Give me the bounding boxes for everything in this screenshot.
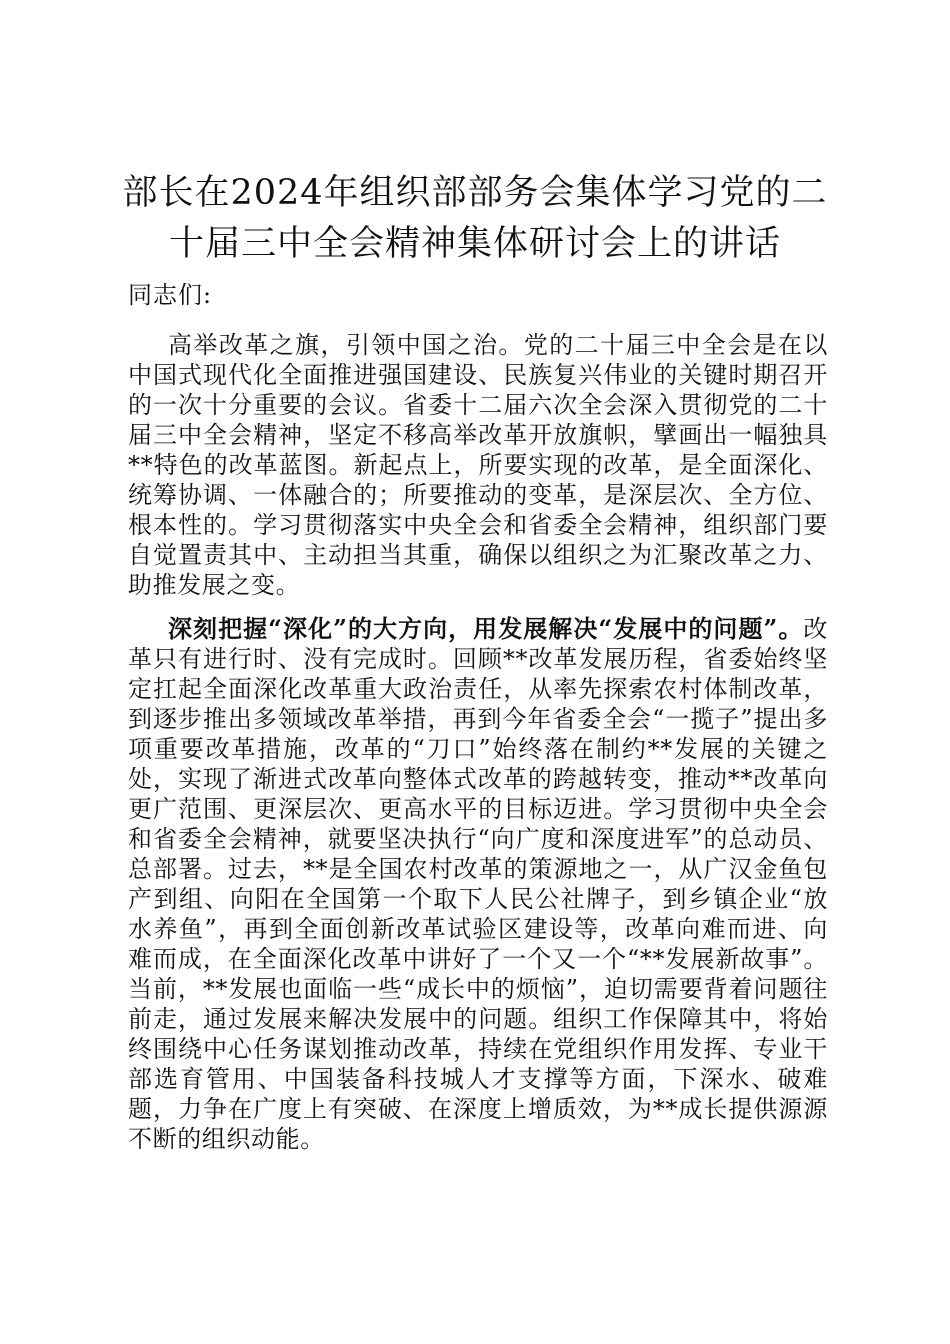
paragraph-lead: 深刻把握“深化”的大方向，用发展解决“发展中的问题”。 (168, 614, 804, 643)
document-title: 部长在2024年组织部部务会集体学习党的二十届三中全会精神集体研讨会上的讲话 (122, 173, 828, 264)
salutation: 同志们: (128, 281, 213, 309)
paragraph-section-1 (128, 614, 828, 1154)
paragraph-body: 高举改革之旗，引领中国之治。党的二十届三中全会是在以中国式现代化全面推进强国建设、民族复兴伟业的关键时期召开的一次十分重要的会议。省委十二届六次全会深入贯彻党的二十届三中全会精神，坚定不移高举改革开放旗帜，擘画出一幅独具**特色的改革蓝图。新起点上，所要实现的改革，是全面深化、统筹协调、一体融合的；所要推动的变革，是深层次、全方位、根本性的。学习贯彻落实中央全会和省委全会精神，组织部门要自觉置责其中、主动担当其重，确保以组织之为汇聚改革之力、助推发展之变。 (128, 331, 828, 599)
paragraph-body: 改革只有进行时、没有完成时。回顾**改革发展历程，省委始终坚定扛起全面深化改革重大政治责任，从率先探索农村体制改革，到逐步推出多领域改革举措，再到今年省委全会“一揽子”提出多项重要改革措施，改革的“刀口”始终落在制约**发展的关键之处，实现了渐进式改革向整体式改革的跨越转变，推动**改革向更广范围、更深层次、更高水平的目标迈进。学习贯彻中央全会和省委全会精神，就要坚决执行“向广度和深度进军”的总动员、总部署。过去，**是全国农村改革的策源地之一，从广汉金鱼包产到组、向阳在全国第一个取下人民公社牌子，到乡镇企业“放水养鱼”，再到全面创新改革试验区建设等，改革向难而进、向难而成，在全面深化改革中讲好了一个又一个“**发展新故事”。当前，**发展也面临一些“成长中的烦恼”，迫切需要背着问题往前走，通过发展来解决发展中的问题。组织工作保障其中，将始终围绕中心任务谋划推动改革，持续在党组织作用发挥、专业干部选育管用、中国装备科技城人才支撑等方面，下深水、破难题，力争在广度上有突破、在深度上增质效，为**成长提供源源不断的组织动能。 (128, 615, 828, 1153)
paragraph-intro (128, 330, 828, 600)
